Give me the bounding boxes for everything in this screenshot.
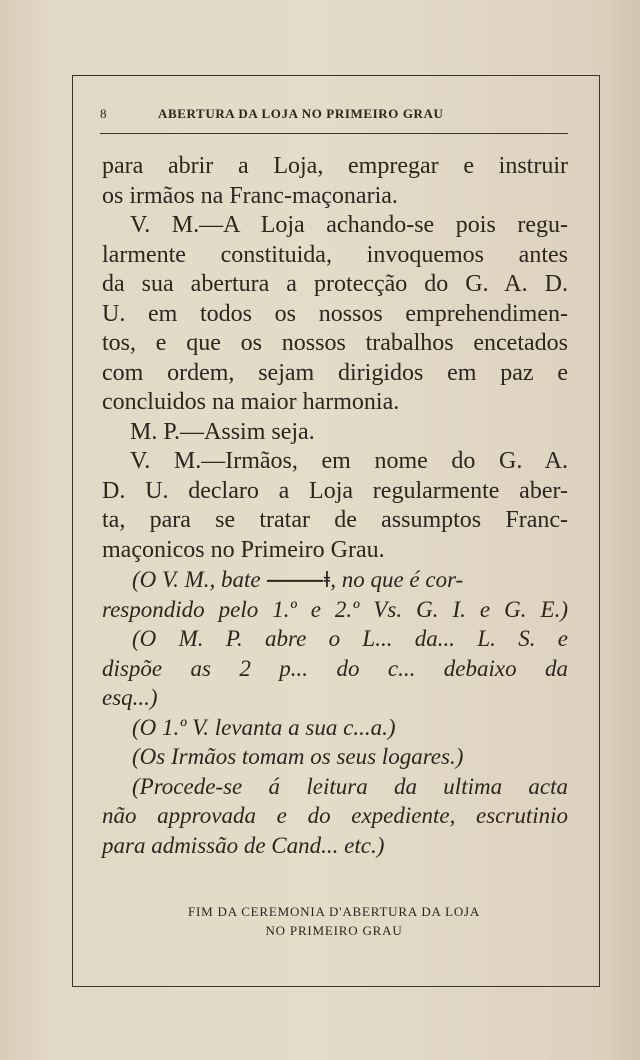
text-line: da sua abertura a protecção do G. A. D.: [102, 271, 568, 297]
text-line: D. U. declaro a Loja regularmente aber-: [102, 477, 568, 504]
text-line: ta, para se tratar de assumptos Franc-: [102, 507, 568, 533]
stage-direction-line: esq...): [102, 685, 158, 710]
stage-direction-line: dispõe as 2 p... do c... debaixo da: [102, 655, 568, 681]
stage-direction-line: (O M. P. abre o L... da... L. S. e: [132, 626, 568, 651]
stage-direction-line: não approvada e do expediente, escrutinio: [102, 803, 568, 828]
text-line: os irmãos na Franc-maçonaria.: [102, 182, 398, 209]
page-header: [100, 104, 568, 126]
text-line: concluidos na maior harmonia.: [102, 389, 400, 415]
running-title: ABERTURA DA LOJA NO PRIMEIRO GRAU: [158, 106, 444, 121]
body-text: [102, 152, 568, 860]
closing-line-2: NO PRIMEIRO GRAU: [265, 923, 403, 938]
text-line: maçonicos no Primeiro Grau.: [102, 536, 385, 563]
italic-segment: (O V. M., bate: [132, 567, 261, 592]
text-line: U. em todos os nossos emprehendimen-: [102, 300, 568, 327]
text-line: com ordem, sejam dirigidos em paz e: [102, 359, 568, 386]
stage-direction-line: (Procede-se á leitura da ultima acta: [132, 773, 568, 799]
text-line: M. P.—Assim seja.: [130, 418, 315, 445]
gavel-knock-symbol: ⸻ǂ: [266, 567, 331, 592]
closing-line-1: FIM DA CEREMONIA D'ABERTURA DA LOJA: [187, 904, 481, 919]
stage-direction-line: (Os Irmãos tomam os seus logares.): [132, 744, 464, 769]
text-line: para abrir a Loja, empregar e instruir: [102, 153, 568, 179]
text-line: V. M.—Irmãos, em nome do G. A.: [130, 448, 568, 474]
italic-segment: , no que é cor-: [330, 567, 464, 592]
closing-caption: [100, 902, 568, 940]
text-line: tos, e que os nossos trabalhos encetados: [102, 330, 568, 356]
stage-direction-line: [102, 565, 568, 595]
stage-direction-line: respondido pelo 1.º e 2.º Vs. G. I. e G. E.): [102, 596, 568, 622]
text-line: V. M.—A Loja achando-se pois regu-: [130, 212, 568, 238]
header-rule: [100, 133, 568, 134]
text-line: larmente constituida, invoquemos antes: [102, 241, 568, 268]
stage-direction-line: para admissão de Cand... etc.): [102, 832, 385, 858]
page-number: 8: [100, 106, 108, 121]
stage-direction-line: (O 1.º V. levanta a sua c...a.): [132, 714, 396, 740]
